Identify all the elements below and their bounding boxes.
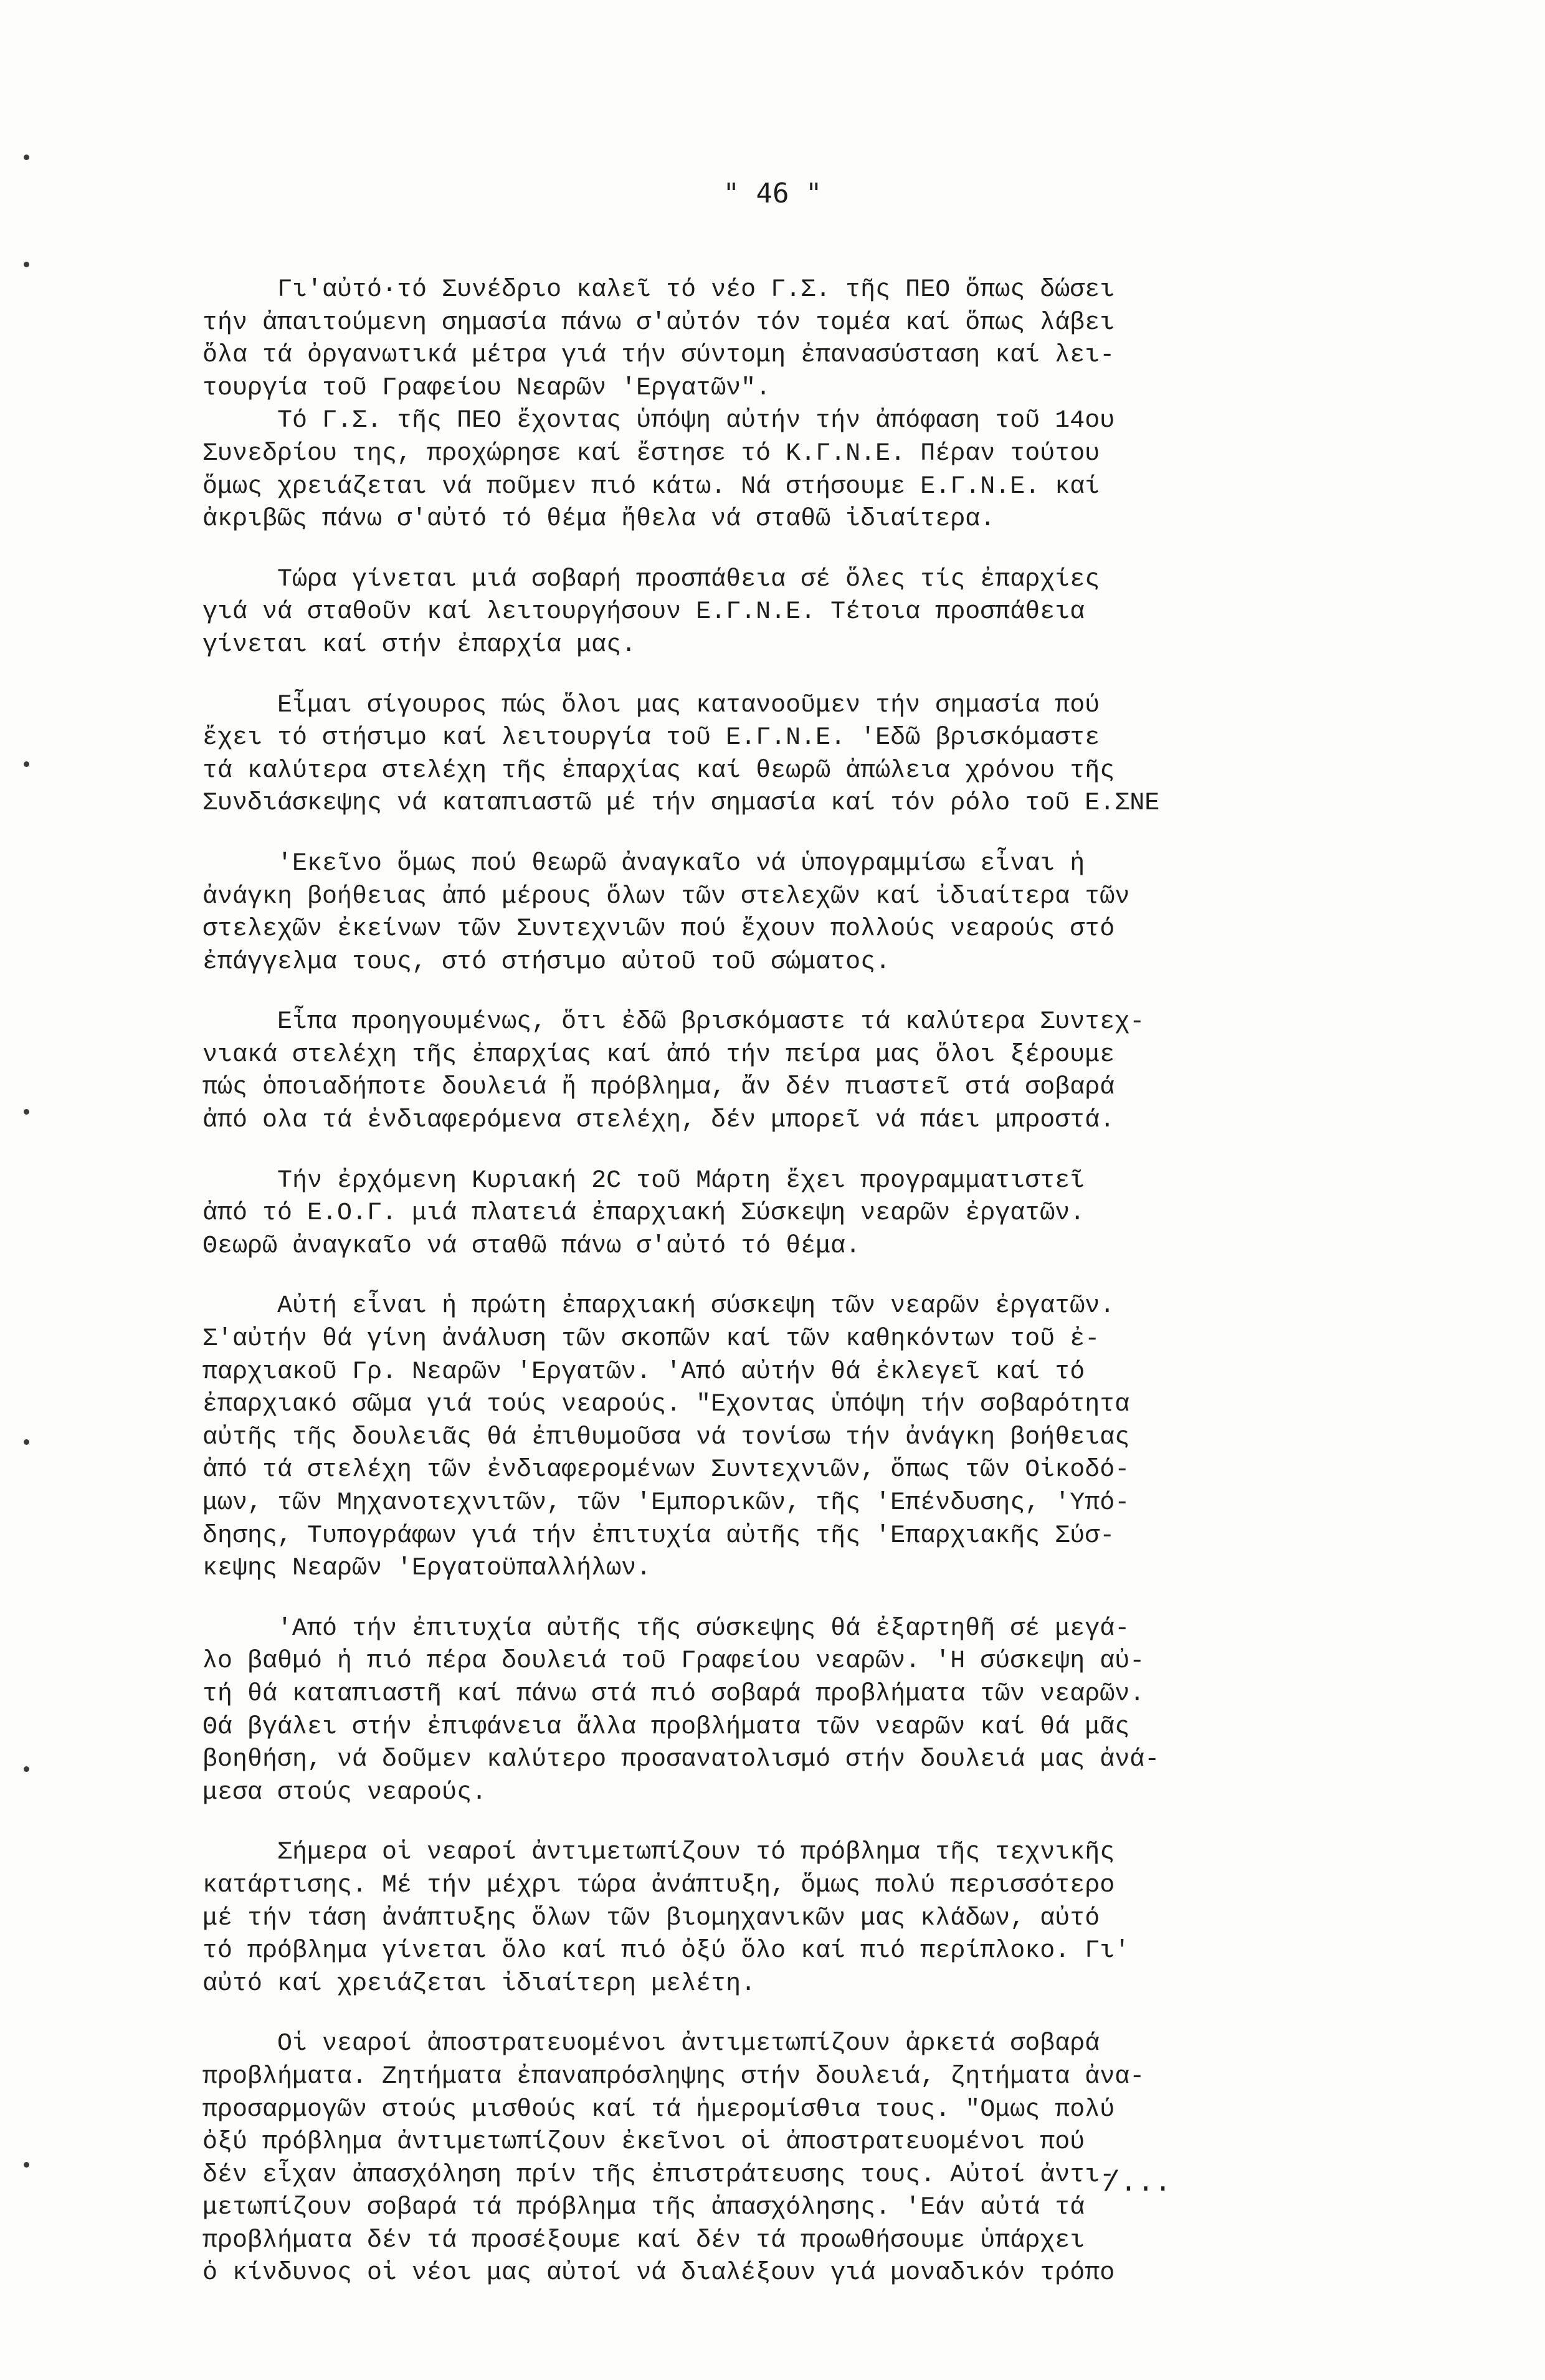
margin-punch-mark xyxy=(24,761,29,767)
page-number: " 46 " xyxy=(723,178,822,209)
paragraph-10: Οἱ νεαροί ἀποστρατευομένοι ἀντιμετωπίζουν ἀρκετά σοβαρά προβλήματα. Ζητήματα ἐπαναπρόσληψης στήν δουλειά, ζητήματα ἀνα- προσαρμογῶν στούς μισθούς καί τά ἡμερομίσθια τους. "Ομως πολύ ὀξύ πρόβλημα ἀντιμετωπίζουν ἐκεῖνοι οἱ ἀποστρατευομένοι πού δέν εἶχαν ἀπασχόληση πρίν τῆς ἐπιστράτευσης τους. Αὐτοί ἀντι- μετωπίζουν σοβαρά τά πρόβλημα τῆς ἀπασχόλησης. 'Εάν αὐτά τά προβλήματα δέν τά προσέξουμε καί δέν τά προωθήσουμε ὑπάρχει ὁ κίνδυνος οἱ νέοι μας αὐτοί νά διαλέξουν γιά μοναδικόν τρόπο xyxy=(202,2030,1145,2288)
paragraph-4: 'Εκεῖνο ὅμως πού θεωρῶ ἀναγκαῖο νά ὑπογραμμίσω εἶναι ἡ ἀνάγκη βοήθειας ἀπό μέρους ὅλων τῶν στελεχῶν καί ἰδιαίτερα τῶν στελεχῶν ἐκείνων τῶν Συντεχνιῶν πού ἔχουν πολλούς νεαρούς στό ἐπάγγελμα τους, στό στήσιμο αὐτοῦ τοῦ σώματος. xyxy=(202,849,1130,976)
paragraph-7: Αὐτή εἶναι ἡ πρώτη ἐπαρχιακή σύσκεψη τῶν νεαρῶν ἐργατῶν. Σ'αὐτήν θά γίνη ἀνάλυση τῶν σκοπῶν καί τῶν καθηκόντων τοῦ ἐ- παρχιακοῦ Γρ. Νεαρῶν 'Εργατῶν. 'Από αὐτήν θά ἐκλεγεῖ καί τό ἐπαρχιακό σῶμα γιά τούς νεαρούς. "Εχοντας ὑπόψη τήν σοβαρότητα αὐτῆς τῆς δουλειᾶς θά ἐπιθυμοῦσα νά τονίσω τήν ἀνάγκη βοήθειας ἀπό τά στελέχη τῶν ἐνδιαφερομένων Συντεχνιῶν, ὅπως τῶν Οἰκοδό- μων, τῶν Μηχανοτεχνιτῶν, τῶν 'Εμπορικῶν, τῆς 'Επένδυσης, 'Υπό- δησης, Τυπογράφων γιά τήν ἐπιτυχία αὐτῆς τῆς 'Επαρχιακῆς Σύσ- κεψης Νεαρῶν 'Εργατοϋπαλλήλων. xyxy=(202,1292,1130,1583)
margin-punch-mark xyxy=(24,1766,29,1772)
margin-punch-mark xyxy=(24,262,29,267)
paragraph-2: Τώρα γίνεται μιά σοβαρή προσπάθεια σέ ὅλες τίς ἐπαρχίες γιά νά σταθοῦν καί λειτουργήσουν Ε.Γ.Ν.Ε. Τέτοια προσπάθεια γίνεται καί στήν ἐπαρχία μας. xyxy=(202,565,1100,659)
paragraph-1: Γι'αὐτό·τό Συνέδριο καλεῖ τό νέο Γ.Σ. τῆς ΠΕΟ ὅπως δώσει τήν ἀπαιτούμενη σημασία πάνω σ'αὐτόν τόν τομέα καί ὅπως λάβει ὅλα τά ὀργανωτικά μέτρα γιά τήν σύντομη ἐπανασύσταση καί λει- τουργία τοῦ Γραφείου Νεαρῶν 'Εργατῶν". Τό Γ.Σ. τῆς ΠΕΟ ἔχοντας ὑπόψη αὐτήν τήν ἀπόφαση τοῦ 14ου Συνεδρίου της, προχώρησε καί ἔστησε τό Κ.Γ.Ν.Ε. Πέραν τούτου ὅμως χρειάζεται νά ποῦμεν πιό κάτω. Νά στήσουμε Ε.Γ.Ν.Ε. καί ἀκριβῶς πάνω σ'αὐτό τό θέμα ἤθελα νά σταθῶ ἰδιαίτερα. xyxy=(202,276,1115,534)
margin-punch-mark xyxy=(24,155,29,160)
paragraph-8: 'Από τήν ἐπιτυχία αὐτῆς τῆς σύσκεψης θά ἐξαρτηθῆ σέ μεγά- λο βαθμό ἡ πιό πέρα δουλειά τοῦ Γραφείου νεαρῶν. 'Η σύσκεψη αὐ- τή θά καταπιαστῆ καί πάνω στά πιό σοβαρά προβλήματα τῶν νεαρῶν. Θά βγάλει στήν ἐπιφάνεια ἄλλα προβλήματα τῶν νεαρῶν καί θά μᾶς βοηθήση, νά δοῦμεν καλύτερο προσανατολισμό στήν δουλειά μας ἀνά- μεσα στούς νεαρούς. xyxy=(202,1614,1160,1807)
paragraph-5: Εἶπα προηγουμένως, ὅτι ἐδῶ βρισκόμαστε τά καλύτερα Συντεχ- νιακά στελέχη τῆς ἐπαρχίας καί ἀπό τήν πείρα μας ὅλοι ξέρουμε πώς ὁποιαδήποτε δουλειά ἤ πρόβλημα, ἄν δέν πιαστεῖ στά σοβαρά ἀπό ολα τά ἐνδιαφερόμενα στελέχη, δέν μπορεῖ νά πάει μπροστά. xyxy=(202,1008,1145,1135)
paragraph-6: Τήν ἐρχόμενη Κυριακή 2C τοῦ Μάρτη ἔχει προγραμματιστεῖ ἀπό τό Ε.Ο.Γ. μιά πλατειά ἐπαρχιακή Σύσκεψη νεαρῶν ἐργατῶν. Θεωρῶ ἀναγκαῖο νά σταθῶ πάνω σ'αὐτό τό θέμα. xyxy=(202,1166,1085,1260)
margin-punch-mark xyxy=(24,1439,29,1445)
continuation-mark: /... xyxy=(1103,2167,1172,2199)
margin-punch-mark xyxy=(24,2162,29,2168)
document-body xyxy=(202,274,1442,2318)
paragraph-9: Σήμερα οἱ νεαροί ἀντιμετωπίζουν τό πρόβλημα τῆς τεχνικῆς κατάρτισης. Μέ τήν μέχρι τώρα ἀνάπτυξη, ὅμως πολύ περισσότερο μέ τήν τάση ἀνάπτυξης ὅλων τῶν βιομηχανικῶν μας κλάδων, αὐτό τό πρόβλημα γίνεται ὅλο καί πιό ὀξύ ὅλο καί πιό περίπλοκο. Γι' αὐτό καί χρειάζεται ἰδιαίτερη μελέτη. xyxy=(202,1839,1130,1998)
margin-punch-mark xyxy=(24,1109,29,1115)
paragraph-3: Εἶμαι σίγουρος πώς ὅλοι μας κατανοοῦμεν τήν σημασία πού ἔχει τό στήσιμο καί λειτουργία τοῦ Ε.Γ.Ν.Ε. 'Εδῶ βρισκόμαστε τά καλύτερα στελέχη τῆς ἐπαρχίας καί θεωρῶ ἀπώλεια χρόνου τῆς Συνδιάσκεψης νά καταπιαστῶ μέ τήν σημασία καί τόν ρόλο τοῦ Ε.ΣΝΕ xyxy=(202,691,1160,818)
